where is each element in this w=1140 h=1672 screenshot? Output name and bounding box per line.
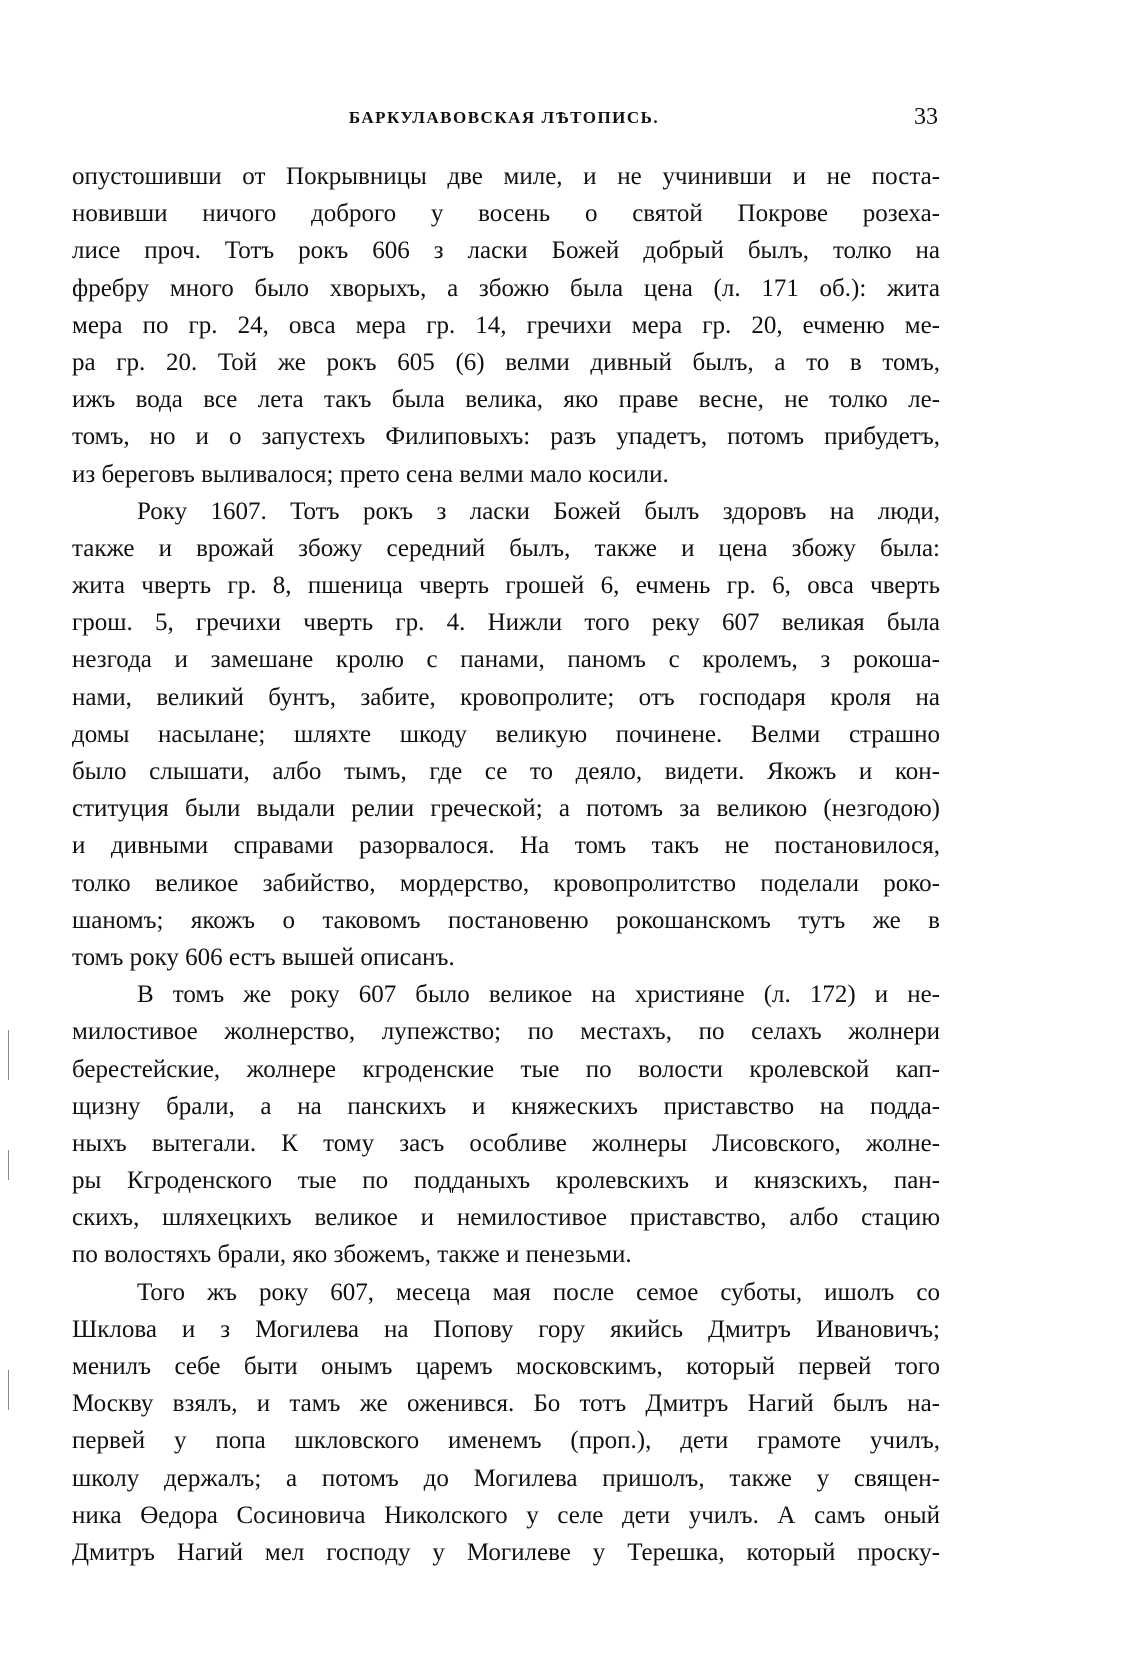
page-number: 33: [914, 104, 938, 130]
text-line: жита чверть гр. 8, пшеница чверть грошей 6, ечмень гр. 6, овса чверть: [72, 572, 940, 600]
text-line: домы насылане; шляхте шкоду великую починене. Велми страшно: [72, 720, 940, 748]
text-line: ституция были выдали релии греческой; а потомъ за великою (незгодою): [72, 795, 940, 823]
text-line: Шклова и з Могилева на Попову гору якийсь Дмитръ Ивановичъ;: [72, 1315, 940, 1343]
paragraph: [72, 1274, 940, 1572]
text-line: опустошивши от Покрывницы две миле, и не учинивши и не поста-: [72, 163, 940, 190]
text-line: школу держалъ; а потомъ до Могилева пришолъ, также у священ-: [72, 1464, 940, 1492]
text-line: Москву взялъ, и тамъ же оженився. Бо тотъ Дмитръ Нагий былъ на-: [72, 1390, 940, 1418]
text-line: также и врожай збожу середний былъ, также и цена збожу была:: [72, 534, 940, 562]
paragraph: [72, 976, 940, 1274]
text-line: толко великое забийство, мордерство, кровопролитство поделали роко-: [72, 869, 940, 897]
text-line: томъ року 606 естъ вышей описанъ.: [72, 943, 455, 971]
margin-mark: [8, 1030, 9, 1080]
margin-mark: [8, 1150, 9, 1180]
text-line: В томъ же року 607 было великое на християне (л. 172) и не-: [137, 981, 940, 1009]
text-line: нами, великий бунтъ, забите, кровопролите; отъ господаря кроля на: [72, 683, 940, 711]
running-title: БАРКУЛАВОВСКАЯ ЛѢТОПИСЬ.: [348, 108, 660, 127]
text-line: новивши ничого доброго у восень о святой Покрове розеха-: [72, 200, 940, 228]
text-line: берестейские, жолнере кгроденские тые по волости кролевской кап-: [72, 1055, 940, 1083]
text-line: ника Өедора Сосиновича Николского у селе дети училъ. А самъ оный: [72, 1501, 940, 1529]
text-line: щизну брали, а на панскихъ и княжескихъ приставство на подда-: [72, 1092, 940, 1120]
paragraph: [72, 493, 940, 976]
text-line: Того жъ року 607, месеца мая после семое суботы, ишолъ со: [137, 1278, 940, 1306]
text-line: было слышати, албо тымъ, где се то деяло, видети. Якожъ и кон-: [72, 758, 940, 785]
text-line: скихъ, шляхецкихъ великое и немилостивое приставство, албо стацию: [72, 1204, 940, 1232]
text-line: ра гр. 20. Той же рокъ 605 (6) велми дивный былъ, а то в томъ,: [72, 348, 940, 376]
text-line: грош. 5, гречихи чверть гр. 4. Нижли того реку 607 великая была: [72, 609, 940, 637]
text-line: шаномъ; якожъ о таковомъ постановеню рокошанскомъ тутъ же в: [72, 906, 940, 934]
body-text: [72, 158, 940, 1571]
text-line: из береговъ выливалося; прето сена велми мало косили.: [72, 460, 669, 488]
margin-mark: [8, 1370, 9, 1410]
text-line: фребру много было хворыхъ, а збожю была цена (л. 171 об.): жита: [72, 274, 940, 302]
text-line: милостивое жолнерство, лупежство; по местахъ, по селахъ жолнери: [72, 1018, 940, 1046]
text-line: ры Кгроденского тые по подданыхъ кролевскихъ и князскихъ, пан-: [72, 1167, 940, 1195]
running-head: [70, 104, 938, 134]
text-line: ныхъ вытегали. К тому засъ особливе жолнеры Лисовского, жолне-: [72, 1129, 940, 1157]
text-line: Року 1607. Тотъ рокъ з ласки Божей былъ здоровъ на люди,: [137, 497, 940, 525]
paragraph: [72, 158, 940, 493]
text-line: ижъ вода все лета такъ была велика, яко праве весне, не толко ле-: [72, 386, 940, 414]
text-line: лисе проч. Тотъ рокъ 606 з ласки Божей добрый былъ, толко на: [72, 237, 940, 265]
text-line: Дмитръ Нагий мел господу у Могилеве у Терешка, который проску-: [72, 1538, 940, 1566]
text-line: первей у попа шкловского именемъ (проп.), дети грамоте училъ,: [72, 1427, 940, 1455]
text-line: менилъ себе быти онымъ царемъ московскимъ, который первей того: [72, 1353, 940, 1380]
text-line: томъ, но и о запустехъ Филиповыхъ: разъ упадетъ, потомъ прибудетъ,: [72, 423, 940, 451]
text-line: по волостяхъ брали, яко збожемъ, также и пенезьми.: [72, 1241, 632, 1269]
text-line: и дивными справами разорвалося. На томъ такъ не постановилося,: [72, 832, 940, 860]
text-line: незгода и замешане кролю с панами, паномъ с кролемъ, з рокоша-: [72, 646, 940, 674]
text-line: мера по гр. 24, овса мера гр. 14, гречихи мера гр. 20, ечменю ме-: [72, 311, 940, 339]
